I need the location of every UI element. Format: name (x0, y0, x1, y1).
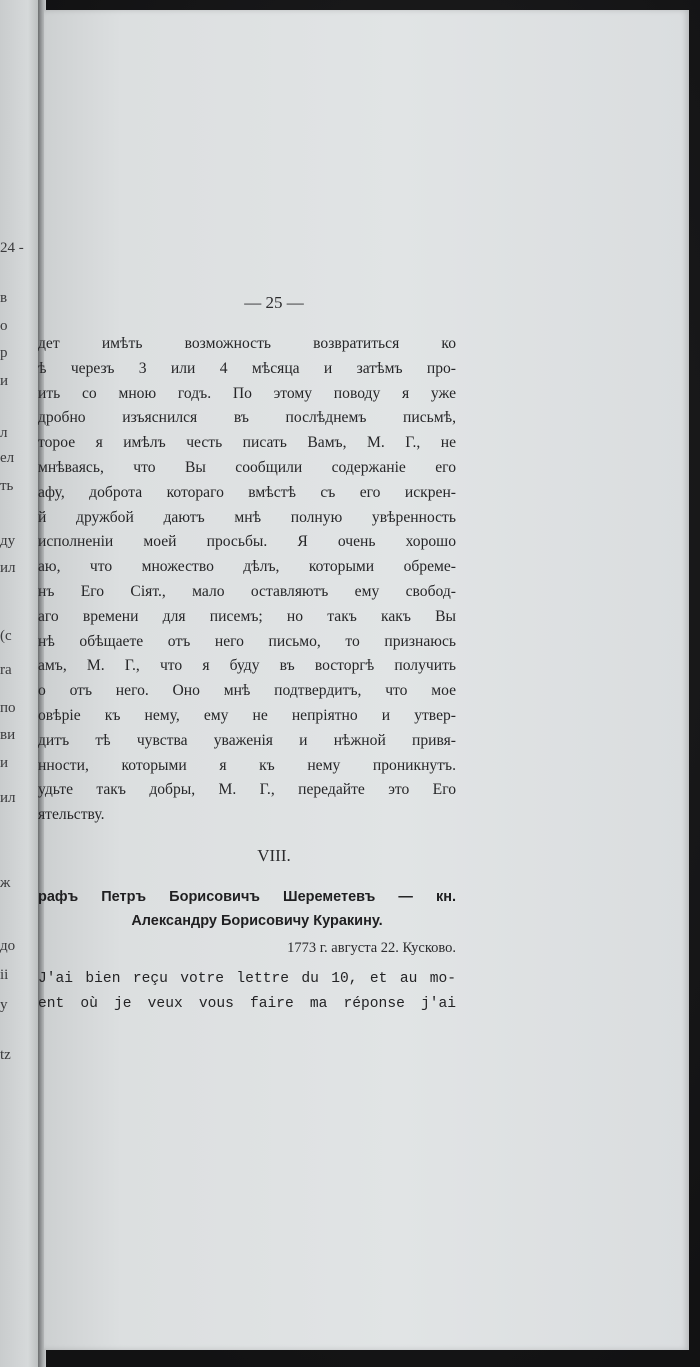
left-page-fragment: и (0, 373, 9, 389)
heading-line-1: рафъ Петръ Борисовичъ Шереметевъ — кн. (38, 889, 456, 905)
body-line: о отъ него. Оно мнѣ подтвердитъ, что мое (38, 682, 456, 700)
left-page-fragment: по (0, 700, 16, 716)
previous-page-edge (0, 0, 40, 1367)
french-line: ent où je veux vous faire ma réponse j'ai (38, 996, 456, 1012)
page-number: — 25 — (244, 293, 304, 312)
left-page-fragment: (с (0, 628, 12, 644)
left-page-fragment: ii (0, 967, 9, 983)
left-page-fragment: ть (0, 478, 14, 494)
left-page-fragment: ж (0, 875, 11, 891)
left-page-fragment: в (0, 290, 8, 306)
left-page-fragment: о (0, 318, 8, 334)
body-line: аго времени для писемъ; но такъ какъ Вы (38, 607, 456, 625)
body-line: ѣ черезъ 3 или 4 мѣсяца и затѣмъ про- (38, 359, 456, 377)
body-line: дробно изъяснился въ послѣднемъ письмѣ, (38, 409, 456, 427)
body-line: нъ Его Сіят., мало оставляютъ ему свобод- (38, 582, 456, 600)
body-line: амъ, М. Г., что я буду въ восторгѣ получить (38, 657, 456, 675)
body-line: дитъ тѣ чувства уваженія и нѣжной привя- (38, 731, 456, 749)
body-line: дет имѣть возможность возвратиться ко (38, 335, 456, 352)
left-page-fragment: ra (0, 662, 12, 678)
body-line: аю, что множество дѣлъ, которыми обреме- (38, 558, 456, 576)
left-page-fragment: ви (0, 727, 16, 743)
left-page-fragment: до (0, 938, 16, 954)
left-page-fragment: л (0, 425, 8, 441)
book-page (38, 10, 689, 1350)
section-number: VIII. (257, 846, 291, 865)
left-page-fragment: ду (0, 533, 16, 549)
letter-dateline: 1773 г. августа 22. Кусково. (287, 940, 456, 956)
body-line: удьте такъ добры, М. Г., передайте это Его (38, 781, 456, 799)
body-line: афу, доброта котораго вмѣстѣ съ его искрен- (38, 483, 456, 501)
left-page-fragment: у (0, 997, 8, 1013)
heading-line-2: Александру Борисовичу Куракину. (131, 913, 383, 929)
left-page-fragment: 24 - (0, 240, 24, 256)
body-line: овѣріе къ нему, ему не непріятно и утвер- (38, 706, 456, 724)
left-page-fragment: р (0, 345, 8, 361)
body-line: исполненіи моей просьбы. Я очень хорошо (38, 533, 456, 551)
french-line: J'ai bien reçu votre lettre du 10, et au mo- (38, 971, 456, 987)
left-page-fragment: tz (0, 1047, 11, 1063)
body-line: нности, которыми я къ нему проникнутъ. (38, 756, 456, 774)
body-line: мнѣваясь, что Вы сообщили содержаніе его (38, 458, 456, 476)
left-page-fragment: ел (0, 450, 15, 466)
left-page-fragment: и (0, 755, 9, 771)
body-line: ятельству. (38, 806, 105, 824)
body-line: й дружбой даютъ мнѣ полную увѣренность (38, 508, 456, 526)
body-paragraph (38, 332, 456, 828)
letter-heading (38, 885, 456, 933)
french-text (38, 967, 456, 1017)
body-line: нѣ обѣщаете отъ него письмо, то признаюсь (38, 632, 456, 650)
body-line: ить со мною годъ. По этому поводу я уже (38, 384, 456, 402)
left-page-fragment: ил (0, 560, 16, 576)
body-line: торое я имѣлъ честь писать Вамъ, М. Г., не (38, 434, 456, 452)
left-page-fragment: ил (0, 790, 16, 806)
